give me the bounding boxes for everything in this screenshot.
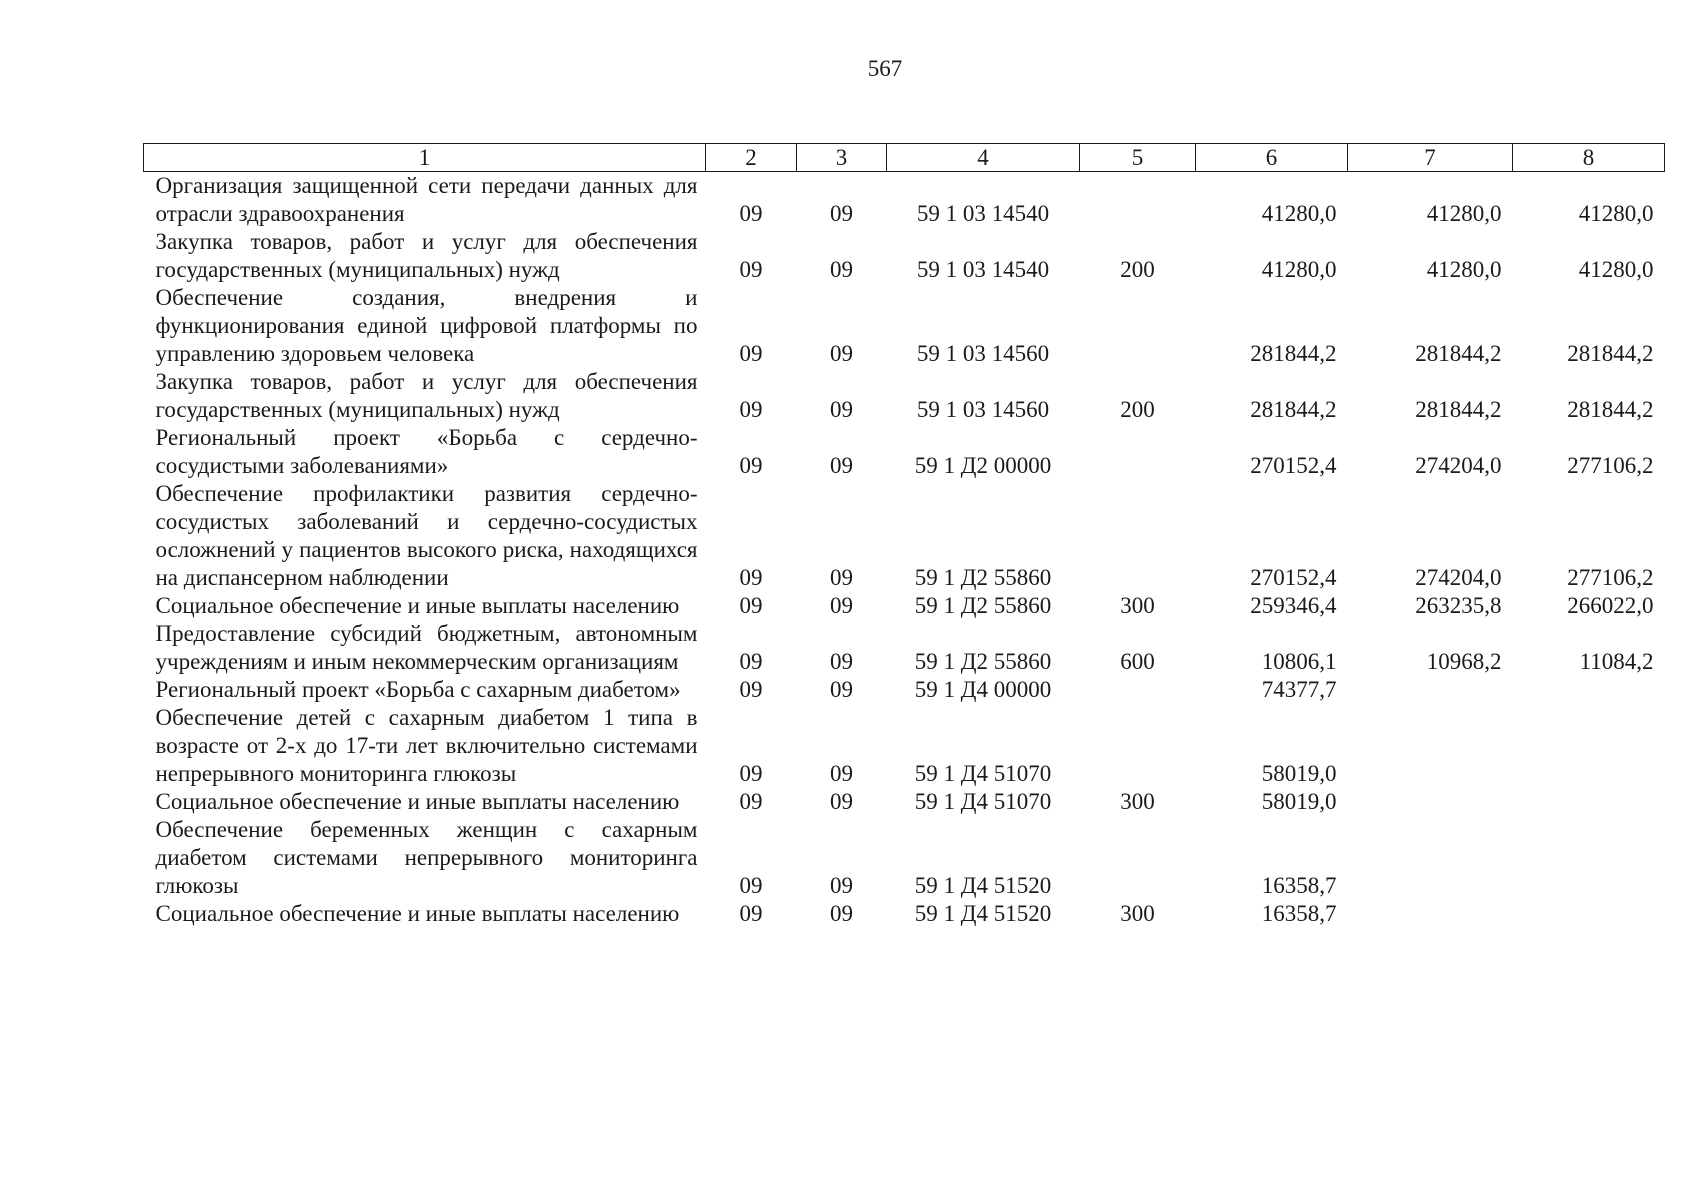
row-section: 09 [739,649,763,674]
table-row [144,704,1665,788]
row-amount-7 [1348,900,1513,928]
row-target-code: 59 1 03 14540 [916,201,1050,226]
row-target-code: 59 1 Д4 51520 [914,901,1052,926]
row-amount-7: 41280,0 [1426,257,1502,282]
row-amount-8 [1513,704,1665,788]
row-expense-type: 200 [1120,397,1155,422]
row-section: 09 [739,789,763,814]
row-name: Закупка товаров, работ и услуг для обеспечения государственных (муниципальных) нужд [155,229,698,282]
row-amount-6: 259346,4 [1250,593,1337,618]
row-amount-6: 10806,1 [1261,649,1337,674]
row-amount-6: 270152,4 [1250,565,1337,590]
table-row [144,592,1665,620]
row-name: Обеспечение беременных женщин с сахарным диабетом системами непрерывного мониторинга глюкозы [155,817,698,898]
row-expense-type [1080,816,1196,900]
row-amount-6: 74377,7 [1261,677,1337,702]
row-target-code: 59 1 Д2 00000 [914,453,1052,478]
row-amount-7 [1348,788,1513,816]
row-amount-6: 16358,7 [1261,873,1337,898]
row-name: Социальное обеспечение и иные выплаты населению [155,789,680,814]
row-subsection: 09 [830,565,853,590]
row-subsection: 09 [830,761,853,786]
row-section: 09 [739,761,763,786]
table-row [144,172,1665,229]
row-amount-8: 281844,2 [1567,341,1654,366]
header-col-5: 5 [1080,144,1196,172]
budget-table [143,143,1665,928]
row-name: Обеспечение профилактики развития сердечно-сосудистых заболеваний и сердечно-сосудистых осложнений у пациентов высокого риска, находящихся на диспансерном наблюдении [155,481,698,590]
row-name: Обеспечение детей с сахарным диабетом 1 типа в возрасте от 2-х до 17-ти лет включительно системами непрерывного мониторинга глюкозы [155,705,698,786]
row-name: Организация защищенной сети передачи данных для отрасли здравоохранения [155,173,698,226]
row-expense-type: 600 [1120,649,1155,674]
row-expense-type [1080,676,1196,704]
row-target-code: 59 1 03 14560 [916,341,1050,366]
row-name: Социальное обеспечение и иные выплаты населению [155,901,680,926]
row-subsection: 09 [830,873,853,898]
row-expense-type [1080,704,1196,788]
row-subsection: 09 [830,677,853,702]
row-amount-7: 263235,8 [1415,593,1502,618]
row-amount-8 [1513,676,1665,704]
row-target-code: 59 1 Д4 51070 [914,761,1052,786]
row-amount-6: 281844,2 [1250,397,1337,422]
header-row [144,144,1665,172]
row-amount-8: 41280,0 [1578,201,1654,226]
row-section: 09 [739,901,763,926]
row-amount-6: 58019,0 [1261,789,1337,814]
row-amount-8: 11084,2 [1579,649,1654,674]
row-subsection: 09 [830,593,853,618]
row-amount-7: 281844,2 [1415,341,1502,366]
row-expense-type: 300 [1120,593,1155,618]
row-subsection: 09 [830,397,853,422]
row-amount-8 [1513,816,1665,900]
row-target-code: 59 1 Д4 51520 [914,873,1052,898]
row-section: 09 [739,341,763,366]
row-expense-type [1080,172,1196,229]
row-subsection: 09 [830,901,853,926]
row-amount-7 [1348,816,1513,900]
row-section: 09 [739,453,763,478]
row-section: 09 [739,677,763,702]
page-number: 567 [867,56,903,81]
row-section: 09 [739,873,763,898]
row-name: Региональный проект «Борьба с сердечно-сосудистыми заболеваниями» [155,425,698,478]
row-subsection: 09 [830,453,853,478]
header-col-2: 2 [706,144,797,172]
row-amount-6: 270152,4 [1250,453,1337,478]
row-amount-6: 41280,0 [1261,201,1337,226]
header-col-8: 8 [1513,144,1665,172]
table-row [144,676,1665,704]
row-amount-8 [1513,900,1665,928]
row-expense-type: 200 [1120,257,1155,282]
row-expense-type: 300 [1120,789,1155,814]
row-amount-7: 274204,0 [1415,453,1502,478]
row-section: 09 [739,593,763,618]
table-row [144,284,1665,368]
row-amount-8 [1513,788,1665,816]
row-amount-6: 41280,0 [1261,257,1337,282]
row-amount-7: 10968,2 [1426,649,1502,674]
header-col-6: 6 [1196,144,1348,172]
table-row [144,900,1665,928]
row-section: 09 [739,257,763,282]
row-amount-6: 58019,0 [1261,761,1337,786]
row-amount-8: 277106,2 [1567,453,1654,478]
row-amount-8: 277106,2 [1567,565,1654,590]
row-name: Предоставление субсидий бюджетным, автономным учреждениям и иным некоммерческим организациям [155,621,698,674]
row-target-code: 59 1 Д2 55860 [914,593,1052,618]
header-col-3: 3 [797,144,887,172]
table-row [144,816,1665,900]
row-amount-7 [1348,704,1513,788]
row-name: Региональный проект «Борьба с сахарным диабетом» [155,677,681,702]
row-section: 09 [739,565,763,590]
row-amount-7: 274204,0 [1415,565,1502,590]
header-col-7: 7 [1348,144,1513,172]
header-col-1: 1 [144,144,706,172]
table-row [144,480,1665,592]
row-name: Обеспечение создания, внедрения и функционирования единой цифровой платформы по управлению здоровьем человека [155,285,698,366]
row-expense-type [1080,480,1196,592]
table-row [144,424,1665,480]
row-expense-type: 300 [1120,901,1155,926]
row-subsection: 09 [830,201,853,226]
row-target-code: 59 1 Д4 00000 [914,677,1052,702]
row-subsection: 09 [830,789,853,814]
row-amount-6: 16358,7 [1261,901,1337,926]
row-expense-type [1080,284,1196,368]
row-section: 09 [739,397,763,422]
row-amount-8: 41280,0 [1578,257,1654,282]
table-row [144,368,1665,424]
row-subsection: 09 [830,649,853,674]
row-expense-type [1080,424,1196,480]
row-target-code: 59 1 Д2 55860 [914,565,1052,590]
row-subsection: 09 [830,341,853,366]
table-row [144,788,1665,816]
row-target-code: 59 1 Д4 51070 [914,789,1052,814]
row-name: Закупка товаров, работ и услуг для обеспечения государственных (муниципальных) нужд [155,369,698,422]
row-name: Социальное обеспечение и иные выплаты населению [155,593,680,618]
row-amount-7: 41280,0 [1426,201,1502,226]
row-amount-7 [1348,676,1513,704]
table-row [144,228,1665,284]
row-subsection: 09 [830,257,853,282]
row-target-code: 59 1 Д2 55860 [914,649,1052,674]
header-col-4: 4 [887,144,1080,172]
row-target-code: 59 1 03 14540 [916,257,1050,282]
row-amount-8: 266022,0 [1567,593,1654,618]
table-row [144,620,1665,676]
row-amount-7: 281844,2 [1415,397,1502,422]
row-amount-6: 281844,2 [1250,341,1337,366]
row-amount-8: 281844,2 [1567,397,1654,422]
row-target-code: 59 1 03 14560 [916,397,1050,422]
row-section: 09 [739,201,763,226]
